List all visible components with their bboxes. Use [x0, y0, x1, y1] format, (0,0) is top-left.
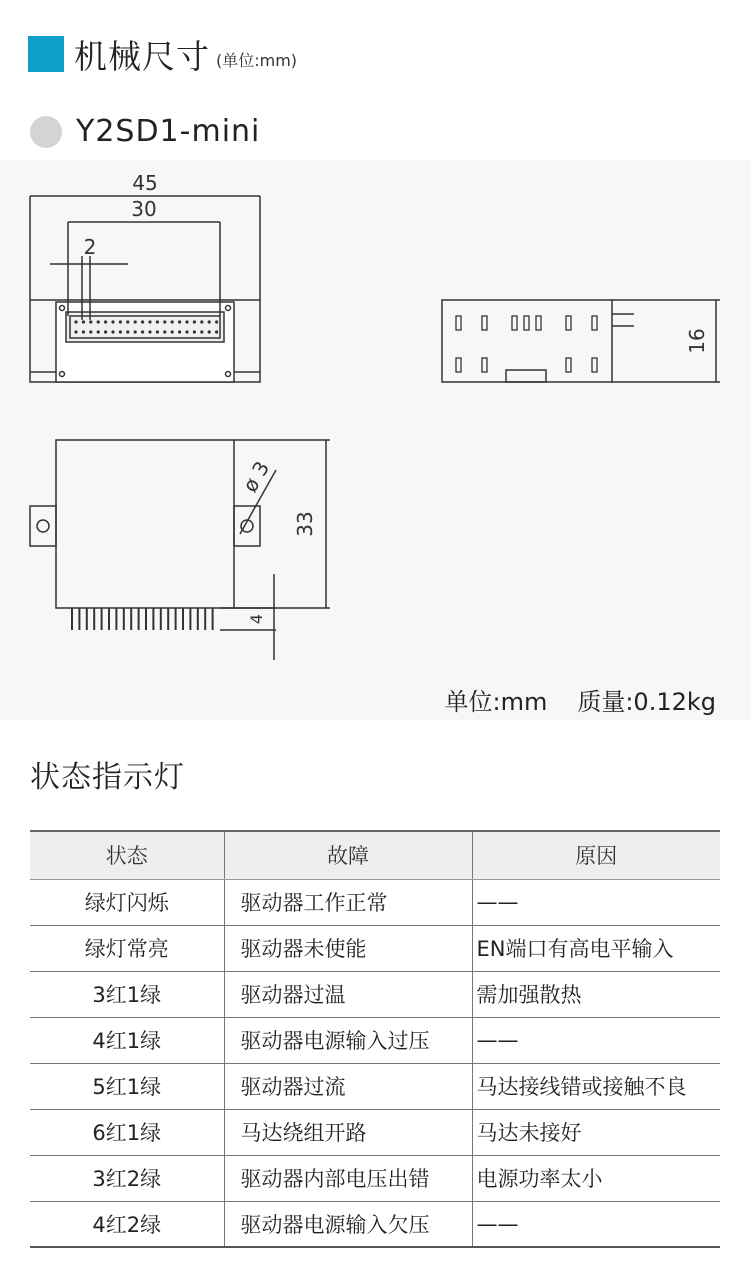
side-slot	[566, 358, 571, 372]
connector-pin	[156, 320, 159, 323]
connector-pin	[89, 320, 92, 323]
connector-pin	[193, 320, 196, 323]
connector-pin	[163, 320, 166, 323]
connector-pin	[74, 320, 77, 323]
top-view-pins	[72, 608, 213, 630]
right-mounting-ear	[234, 506, 260, 546]
connector-pin	[215, 320, 218, 323]
connector-pin	[148, 320, 151, 323]
side-slot	[456, 358, 461, 372]
connector-pin	[104, 320, 107, 323]
connector-pin	[193, 330, 196, 333]
top-view-body	[56, 440, 234, 608]
connector-pin	[104, 330, 107, 333]
col-header-cause: 原因	[472, 831, 720, 879]
table-header-row	[30, 831, 720, 879]
spec-weight: 质量:0.12kg	[577, 688, 716, 716]
cell-fault: 驱动器内部电压出错	[224, 1155, 472, 1201]
left-mounting-ear	[30, 506, 56, 546]
status-heading: 状态指示灯	[30, 760, 185, 795]
connector-pin	[119, 330, 122, 333]
dim-hole-diameter: ø 3	[237, 456, 275, 497]
dim-body-height: 33	[293, 511, 317, 537]
cell-state: 5红1绿	[30, 1063, 224, 1109]
cell-state: 4红2绿	[30, 1201, 224, 1247]
status-table	[30, 830, 720, 1248]
cell-cause: ——	[472, 1201, 720, 1247]
connector-pin	[82, 320, 85, 323]
connector-pin	[119, 320, 122, 323]
dimension-drawing-svg	[0, 160, 750, 720]
dim-side-height: 16	[685, 328, 709, 354]
model-row	[30, 114, 260, 149]
cell-state: 绿灯闪烁	[30, 879, 224, 925]
model-name: Y2SD1-mini	[76, 114, 261, 149]
connector-pin	[200, 330, 203, 333]
side-slot	[456, 316, 461, 330]
connector-pin	[208, 330, 211, 333]
section-unit-note: (单位:mm)	[216, 50, 298, 70]
table-row	[30, 971, 720, 1017]
connector-pin	[134, 320, 137, 323]
side-slot	[592, 316, 597, 330]
side-slot	[592, 358, 597, 372]
connector-pin	[215, 330, 218, 333]
cell-fault: 驱动器电源输入欠压	[224, 1201, 472, 1247]
cell-cause: 马达接线错或接触不良	[472, 1063, 720, 1109]
connector-pin	[171, 320, 174, 323]
side-slot	[482, 358, 487, 372]
section-title: 机械尺寸	[74, 36, 210, 76]
side-slot	[566, 316, 571, 330]
mechanical-drawing	[0, 160, 750, 720]
side-view-slots	[456, 316, 597, 372]
connector-pin	[89, 330, 92, 333]
cell-fault: 驱动器工作正常	[224, 879, 472, 925]
cell-cause: 马达未接好	[472, 1109, 720, 1155]
section-header	[28, 34, 297, 74]
connector-pin	[178, 330, 181, 333]
col-header-state: 状态	[30, 831, 224, 879]
connector-pin	[141, 320, 144, 323]
dim-inner-width: 30	[131, 197, 157, 221]
cell-state: 绿灯常亮	[30, 925, 224, 971]
cell-cause: ——	[472, 879, 720, 925]
table-row	[30, 1155, 720, 1201]
spec-unit: 单位:mm	[444, 688, 548, 716]
connector-pin	[163, 330, 166, 333]
table-row	[30, 1063, 720, 1109]
table-row	[30, 1109, 720, 1155]
side-slot	[524, 316, 529, 330]
connector-pin	[97, 320, 100, 323]
cell-cause: ——	[472, 1017, 720, 1063]
table-row	[30, 879, 720, 925]
cell-cause: 电源功率太小	[472, 1155, 720, 1201]
connector-pin	[111, 330, 114, 333]
connector-pin	[178, 320, 181, 323]
cell-state: 4红1绿	[30, 1017, 224, 1063]
connector-pin	[208, 320, 211, 323]
cell-fault: 驱动器过温	[224, 971, 472, 1017]
spec-line	[445, 682, 717, 717]
dim-pin-length: 4	[247, 613, 266, 625]
connector-pin	[171, 330, 174, 333]
connector-pin	[111, 320, 114, 323]
table-row	[30, 1017, 720, 1063]
connector-pin	[185, 330, 188, 333]
connector-pin	[82, 330, 85, 333]
cell-cause: EN端口有高电平输入	[472, 925, 720, 971]
cell-fault: 驱动器过流	[224, 1063, 472, 1109]
connector-pin	[134, 330, 137, 333]
connector-pin	[74, 330, 77, 333]
section-accent-square	[28, 36, 64, 72]
side-slot	[512, 316, 517, 330]
table-row	[30, 925, 720, 971]
cell-fault: 驱动器电源输入过压	[224, 1017, 472, 1063]
connector-pin	[156, 330, 159, 333]
cell-cause: 需加强散热	[472, 971, 720, 1017]
connector-pin	[185, 320, 188, 323]
connector-pin	[200, 320, 203, 323]
model-dot-icon	[30, 116, 62, 148]
connector-pin	[141, 330, 144, 333]
table-row	[30, 1201, 720, 1247]
connector-pin	[126, 320, 129, 323]
side-slot	[482, 316, 487, 330]
connector-pin	[126, 330, 129, 333]
dim-pin-pitch: 2	[83, 235, 97, 259]
dim-overall-width: 45	[132, 171, 158, 195]
cell-state: 3红2绿	[30, 1155, 224, 1201]
cell-state: 6红1绿	[30, 1109, 224, 1155]
cell-state: 3红1绿	[30, 971, 224, 1017]
cell-fault: 驱动器未使能	[224, 925, 472, 971]
cell-fault: 马达绕组开路	[224, 1109, 472, 1155]
col-header-fault: 故障	[224, 831, 472, 879]
connector-pin	[97, 330, 100, 333]
connector-pin	[148, 330, 151, 333]
side-slot	[536, 316, 541, 330]
